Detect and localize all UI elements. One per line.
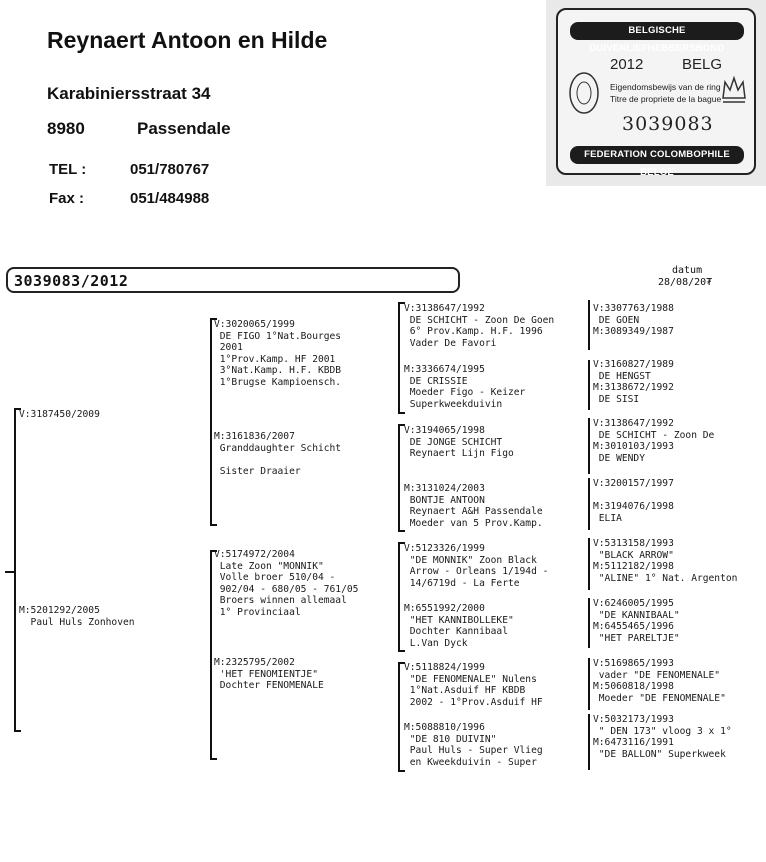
pedigree-bracket-gen3 (398, 542, 400, 652)
pedigree-bracket-gen2-sire (210, 318, 212, 526)
gen3-entry-7: V:5118824/1999 "DE FENOMENALE" Nulens 1°Nat.Asduif HF KBDB 2002 - 1°Prov.Asduif HF (404, 662, 543, 708)
card-year: 2012 (610, 56, 644, 73)
gen3-entry-8: M:5088810/1996 "DE 810 DUIVIN" Paul Huls - Super Vlieg en Kweekduivin - Super (404, 722, 543, 768)
tel-value: 051/780767 (130, 161, 210, 178)
bracket-tick (210, 524, 217, 526)
gen4-entry-2: V:3160827/1989 DE HENGST M:3138672/1992 DE SISI (593, 359, 674, 405)
gen3-entry-5: V:5123326/1999 "DE MONNIK" Zoon Black Arrow - Orleans 1/194d - 14/6719d - La Ferte (404, 543, 549, 589)
owner-street: Karabiniersstraat 34 (47, 84, 211, 103)
pedigree-bracket-gen4 (588, 598, 590, 648)
datum-value: 28/08/20₮ (658, 277, 713, 288)
card-top-banner: BELGISCHE DUIVENLIEFHEBBERSBOND (570, 22, 744, 40)
owner-postal-code: 8980 (47, 119, 85, 138)
pedigree-bracket-gen3 (398, 424, 400, 532)
gen3-entry-4: M:3131024/2003 BONTJE ANTOON Reynaert A&H Passendale Moeder van 5 Prov.Kamp. (404, 483, 543, 529)
pedigree-bracket-gen1 (14, 408, 16, 732)
pedigree-bracket-gen3 (398, 662, 400, 772)
gen2-dam-dam: M:2325795/2002 'HET FENOMIENTJE" Dochter FENOMENALE (214, 657, 324, 691)
gen4-entry-6: V:6246005/1995 "DE KANNIBAAL" M:6455465/1996 "HET PARELTJE" (593, 598, 680, 644)
bracket-tick (398, 412, 405, 414)
pedigree-bracket-gen4 (588, 714, 590, 770)
tel-label: TEL : (49, 161, 87, 178)
card-ring-number: 3039083 (622, 113, 714, 135)
dam-entry: M:5201292/2005 Paul Huls Zonhoven (19, 605, 135, 628)
gen4-entry-7: V:5169865/1993 vader "DE FENOMENALE" M:5060818/1998 Moeder "DE FENOMENALE" (593, 658, 726, 704)
card-bottom-banner: FEDERATION COLOMBOPHILE BELGE (570, 146, 744, 164)
gen3-entry-3: V:3194065/1998 DE JONGE SCHICHT Reynaert Lijn Figo (404, 425, 514, 459)
gen4-entry-8: V:5032173/1993 " DEN 173" vloog 3 x 1° M:6473116/1991 "DE BALLON" Superkweek (593, 714, 732, 760)
bracket-tick (210, 758, 217, 760)
bracket-tick (398, 530, 405, 532)
pedigree-bracket-gen3 (398, 302, 400, 414)
gen2-sire-dam: M:3161836/2007 Granddaughter Schicht Sister Draaier (214, 431, 342, 477)
fax-value: 051/484988 (130, 190, 210, 207)
owner-city: Passendale (137, 119, 231, 138)
gen3-entry-1: V:3138647/1992 DE SCHICHT - Zoon De Goen 6° Prov.Kamp. H.F. 1996 Vader De Favori (404, 303, 555, 349)
bracket-tick (398, 770, 405, 772)
bracket-tick (5, 571, 15, 573)
card-ownership-line-nl: Eigendomsbewijs van de ring (610, 82, 721, 92)
gen3-entry-2: M:3336674/1995 DE CRISSIE Moeder Figo - Keizer Superkweekduivin (404, 364, 526, 410)
pedigree-bracket-gen4 (588, 418, 590, 474)
pedigree-bracket-gen4 (588, 478, 590, 530)
crown-icon (720, 72, 748, 106)
gen3-entry-6: M:6551992/2000 "HET KANNIBOLLEKE" Dochter Kannibaal L.Van Dyck (404, 603, 514, 649)
bracket-tick (398, 650, 405, 652)
pedigree-bracket-gen4 (588, 658, 590, 710)
gen4-entry-1: V:3307763/1988 DE GOEN M:3089349/1987 (593, 303, 674, 337)
ornament-left-icon (566, 68, 602, 118)
sire-entry: V:3187450/2009 (19, 409, 100, 420)
bracket-tick (14, 730, 21, 732)
fax-label: Fax : (49, 190, 85, 207)
pigeon-id-box (6, 267, 460, 293)
gen4-entry-3: V:3138647/1992 DE SCHICHT - Zoon De M:3010103/1993 DE WENDY (593, 418, 715, 464)
ring-ownership-card (546, 0, 766, 186)
pedigree-bracket-gen4 (588, 538, 590, 590)
card-country: BELG (682, 56, 723, 73)
pedigree-bracket-gen4 (588, 300, 590, 350)
owner-name: Reynaert Antoon en Hilde (47, 27, 328, 53)
pigeon-id: 3039083/2012 (14, 272, 129, 290)
gen2-dam-sire: V:5174972/2004 Late Zoon "MONNIK" Volle broer 510/04 - 902/04 - 680/05 - 761/05 Broers winnen allemaal 1° Provinciaal (214, 549, 359, 618)
pedigree-bracket-gen2-dam (210, 550, 212, 760)
card-ownership-line-fr: Titre de propriete de la bague (610, 94, 722, 104)
gen2-sire-sire: V:3020065/1999 DE FIGO 1°Nat.Bourges 2001 1°Prov.Kamp. HF 2001 3°Nat.Kamp. H.F. KBDB 1°Brugse Kampioensch. (214, 319, 342, 388)
pedigree-bracket-gen4 (588, 360, 590, 410)
gen4-entry-4: V:3200157/1997 M:3194076/1998 ELIA (593, 478, 674, 524)
datum-label: datum (672, 265, 703, 276)
gen4-entry-5: V:5313158/1993 "BLACK ARROW" M:5112182/1998 "ALINE" 1° Nat. Argenton (593, 538, 738, 584)
